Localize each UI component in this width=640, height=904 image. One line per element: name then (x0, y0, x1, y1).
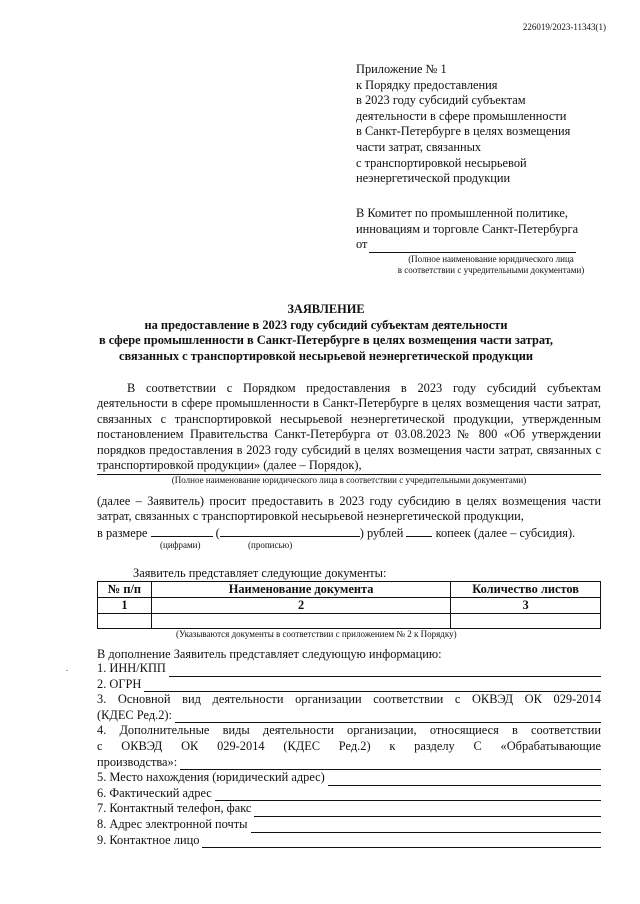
info-label: 1. ИНН/КПП (97, 661, 166, 675)
paren-open: ( (215, 526, 220, 540)
amount-line (97, 525, 601, 541)
list-item (97, 801, 601, 817)
phone-fax-field[interactable] (254, 804, 601, 817)
list-item (97, 677, 601, 693)
list-item: 3. Основной вид деятельности организации соответствии с ОКВЭД ОК 029-2014 (97, 692, 601, 707)
margin-mark: . (66, 664, 68, 673)
title-main: ЗАЯВЛЕНИЕ (287, 302, 365, 316)
appendix-line: в Санкт-Петербурге в целях возмещения (356, 124, 571, 139)
email-field[interactable] (251, 820, 602, 833)
list-item: 4. Дополнительные виды деятельности организации, относящиеся в соответствии (97, 723, 601, 738)
title-line: связанных с транспортировкой несырьевой неэнергетической продукции (119, 348, 533, 363)
table-header-cell: Количество листов (451, 582, 601, 598)
appendix-line: Приложение № 1 (356, 62, 447, 76)
list-item (97, 770, 601, 786)
from-field[interactable] (369, 240, 576, 253)
appendix-line: с транспортировкой несырьевой (356, 155, 527, 170)
applicant-name-note: (Полное наименование юридического лица в соответствии с учредительными документами) (171, 475, 527, 485)
info-label: 5. Место нахождения (юридический адрес) (97, 770, 325, 785)
legal-address-field[interactable] (328, 773, 601, 786)
amount-prefix: в размере (97, 526, 148, 540)
amount-words-field[interactable] (220, 525, 360, 537)
info-label: 6. Фактический адрес (97, 785, 212, 800)
appendix-line: части затрат, связанных (356, 139, 482, 154)
list-item (97, 755, 601, 771)
title-line: на предоставление в 2023 году субсидий субъектам деятельности (144, 317, 508, 332)
table-header-cell: № п/п (98, 582, 152, 598)
title-line: в сфере промышленности в Санкт-Петербурге в целях возмещения части затрат, (99, 333, 553, 347)
info-intro: В дополнение Заявитель представляет следующую информацию: (97, 647, 442, 661)
appendix-line: неэнергетической продукции (356, 171, 511, 186)
table-cell: 3 (451, 598, 601, 614)
document-number: 226019/2023-11343(1) (522, 22, 606, 32)
table-cell[interactable] (451, 614, 601, 629)
document-title (96, 302, 556, 364)
list-item (97, 833, 601, 849)
documents-intro: Заявитель представляет следующие документы: (133, 566, 387, 580)
applicant-name-field[interactable] (97, 474, 601, 486)
info-label: 2. ОГРН (97, 676, 142, 691)
table-numbering-row (98, 598, 601, 614)
info-label: 7. Контактный телефон, факс (97, 801, 252, 816)
table-cell[interactable] (151, 614, 450, 629)
note-digits: (цифрами) (160, 540, 201, 550)
body-paragraph-1 (97, 381, 601, 473)
from-line (356, 237, 606, 253)
info-label: (КДЕС Ред.2): (97, 707, 173, 722)
amount-digits-field[interactable] (151, 525, 213, 537)
paragraph-text: (далее – Заявитель) просит предоставить в 2023 году субсидию в целях возмещения части затрат, связанных с транспортировкой несырьевой неэнергетической продукции, (97, 494, 601, 524)
actual-address-field[interactable] (215, 788, 601, 801)
contact-person-field[interactable] (202, 835, 601, 848)
from-note-line: в соответствии с учредительными документами) (397, 264, 585, 275)
kopeks-field[interactable] (406, 525, 432, 537)
appendix-line: к Порядку предоставления (356, 77, 498, 92)
addressee-block (356, 206, 606, 276)
info-label: 9. Контактное лицо (97, 832, 200, 847)
list-item: с ОКВЭД ОК 029-2014 (КДЕС Ред.2) к разделу С «Обрабатывающие (97, 738, 601, 753)
documents-table (97, 581, 601, 629)
list-item (97, 661, 601, 677)
appendix-block (356, 62, 570, 187)
additional-activity-field[interactable] (180, 757, 601, 770)
ogrn-field[interactable] (144, 679, 601, 692)
table-cell[interactable] (98, 614, 152, 629)
addressee-line: В Комитет по промышленной политике, (356, 206, 568, 220)
body-paragraph-2 (97, 494, 601, 525)
note-words: (прописью) (248, 540, 293, 550)
table-cell: 1 (98, 598, 152, 614)
appendix-line: в 2023 году субсидий субъектам (356, 93, 526, 108)
kopeks-label: копеек (далее – субсидия). (435, 526, 576, 540)
inn-kpp-field[interactable] (169, 664, 601, 677)
info-label: 8. Адрес электронной почты (97, 816, 248, 831)
table-cell: 2 (151, 598, 450, 614)
main-activity-field[interactable] (175, 710, 601, 723)
list-item (97, 708, 601, 724)
info-label: производства»: (97, 754, 178, 769)
from-note (366, 254, 616, 276)
table-note: (Указываются документы в соответствии с приложением № 2 к Порядку) (176, 629, 457, 639)
addressee-line: инновациям и торговле Санкт-Петербурга (356, 221, 579, 236)
from-note-line: (Полное наименование юридического лица (408, 253, 574, 264)
list-item (97, 817, 601, 833)
paren-close: ) рублей (359, 526, 404, 540)
info-list (97, 661, 601, 848)
list-item (97, 786, 601, 802)
paragraph-text: В соответствии с Порядком предоставления в 2023 году субсидий субъектам деятельности в сфере промышленности в Санкт-Петербурге в целях возмещения части затрат, связанных с транспортировкой несырьевой неэнергетической продукции, утвержденным постановлением Правительства Санкт-Петербурга от 03.08.2023 № 800 «Об утверждении порядков предоставления в 2023 году субсидий в целях возмещения части затрат, связанных с транспортировкой продукции» (далее – Порядок), (97, 381, 601, 473)
table-header-cell: Наименование документа (151, 582, 450, 598)
from-label: от (356, 237, 368, 252)
table-header-row (98, 582, 601, 598)
table-row[interactable] (98, 614, 601, 629)
appendix-line: деятельности в сфере промышленности (356, 108, 567, 123)
